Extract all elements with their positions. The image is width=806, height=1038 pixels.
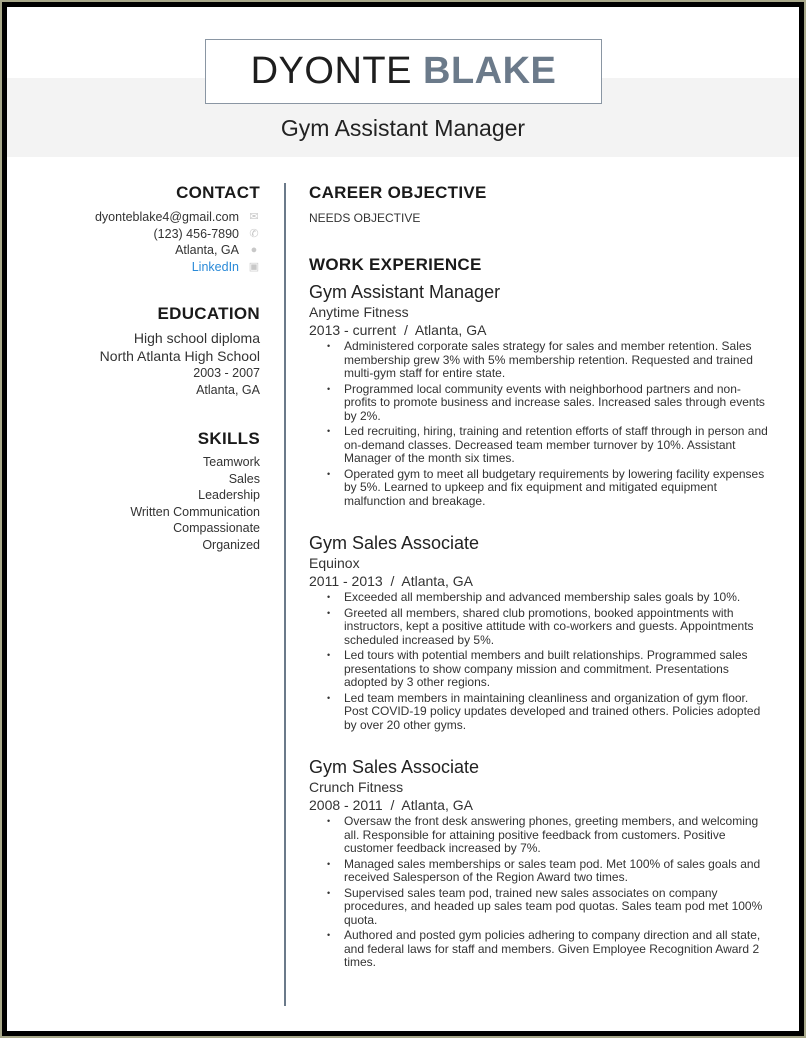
contact-heading: CONTACT (176, 183, 260, 202)
job-dates: 2013 - current / Atlanta, GA (309, 322, 487, 338)
phone-icon: ✆ (249, 227, 259, 240)
job-entry (309, 281, 779, 510)
bullet: • Led recruiting, hiring, training and retention efforts of staff through in person and on-demand classes. Decreased team member turnover by 10%. Assistant Manager of the month six times. (309, 425, 769, 466)
skill-item: Leadership (198, 488, 260, 503)
linkedin-link[interactable]: LinkedIn (191, 259, 239, 274)
job-dates: 2008 - 2011 / Atlanta, GA (309, 797, 473, 813)
company: Equinox (309, 555, 360, 571)
bullet: • Oversaw the front desk answering phones, greeting members, and welcoming all. Responsible for attaining positive feedback from customers. Positive customer feedback increased by 7%. (309, 815, 769, 856)
email-text: dyonteblake4@gmail.com (94, 210, 239, 224)
bullet: • Managed sales memberships or sales team pod. Met 100% of sales goals and received Salesperson of the Region Award two times. (309, 858, 769, 885)
contact-location (40, 242, 260, 259)
map-pin-icon: ● (250, 244, 258, 256)
envelope-icon: ✉ (249, 211, 259, 223)
objective-section (309, 183, 779, 225)
contact-linkedin[interactable] (40, 259, 260, 276)
bullet: • Administered corporate sales strategy for sales and member retention. Sales membership grew 3% with 5% membership retention. Requested and trained multi-gym staff for entire state. (309, 340, 769, 381)
job-dates: 2011 - 2013 / Atlanta, GA (309, 573, 473, 589)
job-entry (309, 756, 779, 972)
skill-item: Compassionate (173, 521, 260, 536)
job-bullets (309, 340, 779, 508)
education-years: 2003 - 2007 (193, 366, 260, 380)
bullet: • Supervised sales team pod, trained new sales associates on company procedures, and headed up sales team pod quotas. Sales team pod met 100% quota. (309, 887, 769, 928)
education-heading: EDUCATION (157, 304, 260, 323)
school: North Atlanta High School (99, 348, 260, 364)
job-title-header: Gym Assistant Manager (280, 115, 526, 141)
job-title: Gym Assistant Manager (309, 282, 501, 302)
bullet: • Authored and posted gym policies adhering to company direction and all state, and federal laws for staff and members. Given Employee Recognition Award 2 times. (309, 929, 769, 970)
skills-heading: SKILLS (197, 429, 260, 448)
skills-section (40, 429, 260, 554)
job-bullets (309, 591, 779, 732)
degree: High school diploma (133, 330, 260, 346)
phone-text: (123) 456-7890 (153, 226, 239, 241)
education-location: Atlanta, GA (196, 383, 260, 397)
objective-text: NEEDS OBJECTIVE (309, 211, 421, 225)
first-name: DYONTE (250, 50, 412, 92)
job-bullets (309, 815, 779, 970)
job-entry (309, 532, 779, 734)
linkedin-icon: ▣ (248, 260, 260, 273)
last-name: BLAKE (423, 50, 557, 92)
job-title: Gym Sales Associate (309, 533, 480, 553)
skill-item: Written Communication (130, 504, 260, 519)
name-box (205, 39, 602, 104)
company: Crunch Fitness (309, 779, 404, 795)
contact-email[interactable] (40, 209, 260, 226)
bullet: • Programmed local community events with neighborhood partners and non-profits to promote business and increase sales. Increased sales through events by 2%. (309, 383, 769, 424)
skill-item: Teamwork (203, 455, 260, 469)
bullet: • Operated gym to meet all budgetary requirements by lowering facility expenses by 5%. Learned to upkeep and fix equipment and mitigated equipment malfunction and breakage. (309, 468, 769, 509)
company: Anytime Fitness (309, 304, 409, 320)
skill-item: Sales (228, 471, 260, 486)
contact-phone (40, 226, 260, 243)
skill-item: Organized (202, 537, 260, 552)
job-title: Gym Sales Associate (309, 757, 480, 777)
objective-heading: CAREER OBJECTIVE (309, 183, 487, 202)
bullet: • Greeted all members, shared club promotions, booked appointments with instructors, kept a positive attitude with co-workers and guests. Appointments scheduled increased by 5%. (309, 607, 769, 648)
location-text: Atlanta, GA (175, 243, 239, 257)
column-divider (284, 183, 286, 1006)
education-section (40, 304, 260, 399)
experience-heading: WORK EXPERIENCE (309, 255, 482, 274)
bullet: • Led team members in maintaining cleanliness and organization of gym floor. Post COVID-19 policy updates developed and trained others. Policies adopted by over 20 other gyms. (309, 692, 769, 733)
bullet: • Exceeded all membership and advanced membership sales goals by 10%. (309, 591, 769, 605)
contact-section (40, 183, 260, 275)
bullet: • Led tours with potential members and built relationships. Programmed sales presentations to show company mission and commitment. Presentations adopted by 3 other regions. (309, 649, 769, 690)
